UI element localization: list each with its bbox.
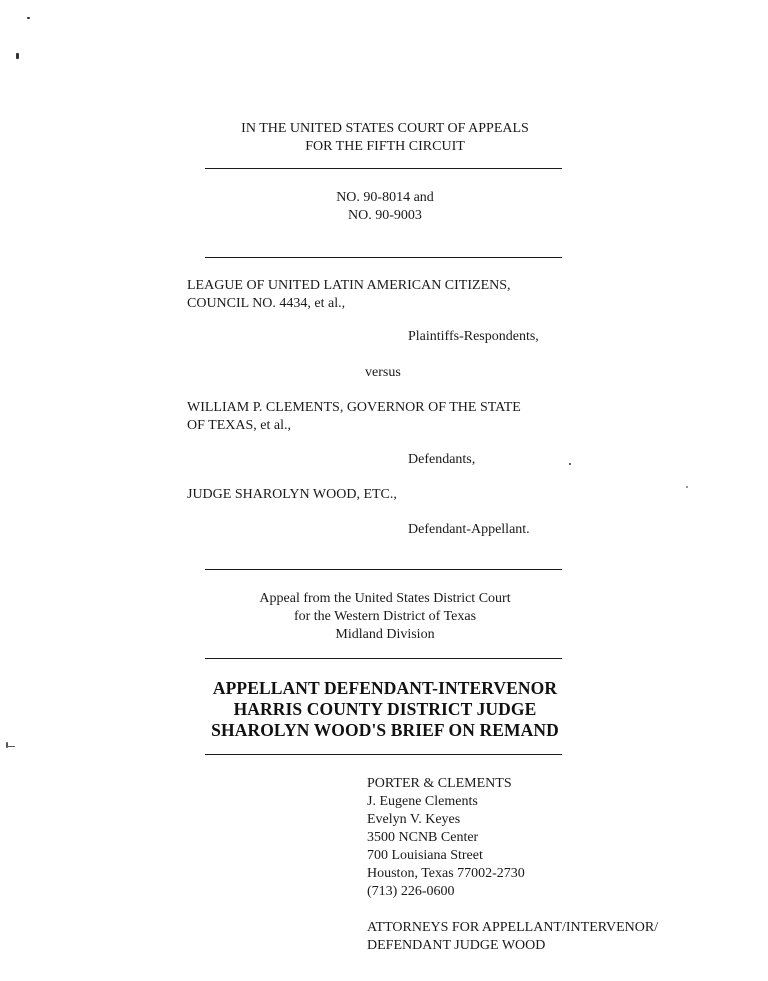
appeal-line-1: Appeal from the United States District Court bbox=[259, 591, 511, 606]
scan-speck bbox=[27, 17, 30, 19]
case-numbers bbox=[180, 189, 590, 225]
appeal-line-3: Midland Division bbox=[335, 627, 435, 642]
defendant-line-2: OF TEXAS, et al., bbox=[187, 418, 291, 433]
attorney-role-1: ATTORNEYS FOR APPELLANT/INTERVENOR/ bbox=[367, 920, 659, 935]
appellant-name: JUDGE SHAROLYN WOOD, ETC., bbox=[187, 487, 397, 502]
brief-title-line-3: SHAROLYN WOOD'S BRIEF ON REMAND bbox=[211, 720, 559, 740]
scan-speck bbox=[569, 463, 571, 465]
plaintiff-name bbox=[187, 277, 607, 313]
scan-speck bbox=[6, 746, 15, 747]
firm-name: PORTER & CLEMENTS bbox=[367, 776, 512, 791]
divider bbox=[205, 257, 562, 258]
scan-speck bbox=[6, 742, 8, 748]
brief-title-line-2: HARRIS COUNTY DISTRICT JUDGE bbox=[233, 699, 537, 719]
court-header bbox=[180, 120, 590, 156]
city-line: Houston, Texas 77002-2730 bbox=[367, 866, 525, 881]
scan-speck bbox=[16, 53, 19, 59]
plaintiff-line-1: LEAGUE OF UNITED LATIN AMERICAN CITIZENS, bbox=[187, 278, 511, 293]
address-line: 700 Louisiana Street bbox=[367, 848, 483, 863]
appeal-line-2: for the Western District of Texas bbox=[293, 609, 477, 624]
plaintiff-role: Plaintiffs-Respondents, bbox=[408, 329, 539, 344]
divider bbox=[205, 658, 562, 659]
counsel-block bbox=[367, 775, 747, 955]
divider bbox=[205, 168, 562, 169]
defendant-line-1: WILLIAM P. CLEMENTS, GOVERNOR OF THE STATE bbox=[187, 400, 521, 415]
brief-title-line-1: APPELLANT DEFENDANT-INTERVENOR bbox=[212, 678, 558, 698]
versus-label: versus bbox=[365, 365, 401, 380]
court-name: IN THE UNITED STATES COURT OF APPEALS bbox=[241, 121, 529, 136]
case-number-2: NO. 90-9003 bbox=[348, 208, 422, 223]
appellant-role: Defendant-Appellant. bbox=[408, 522, 530, 537]
attorney-name: J. Eugene Clements bbox=[367, 794, 478, 809]
attorney-role-2: DEFENDANT JUDGE WOOD bbox=[367, 938, 546, 953]
brief-title bbox=[160, 678, 610, 741]
appeal-info bbox=[180, 590, 590, 644]
defendant-name bbox=[187, 399, 607, 435]
plaintiff-line-2: COUNCIL NO. 4434, et al., bbox=[187, 296, 346, 311]
phone-number: (713) 226-0600 bbox=[367, 884, 455, 899]
case-number-1: NO. 90-8014 and bbox=[336, 190, 434, 205]
attorney-name: Evelyn V. Keyes bbox=[367, 812, 461, 827]
divider bbox=[205, 754, 562, 755]
defendant-role: Defendants, bbox=[408, 452, 476, 467]
circuit-name: FOR THE FIFTH CIRCUIT bbox=[305, 139, 465, 154]
scan-speck bbox=[686, 486, 688, 488]
divider bbox=[205, 569, 562, 570]
address-line: 3500 NCNB Center bbox=[367, 830, 479, 845]
